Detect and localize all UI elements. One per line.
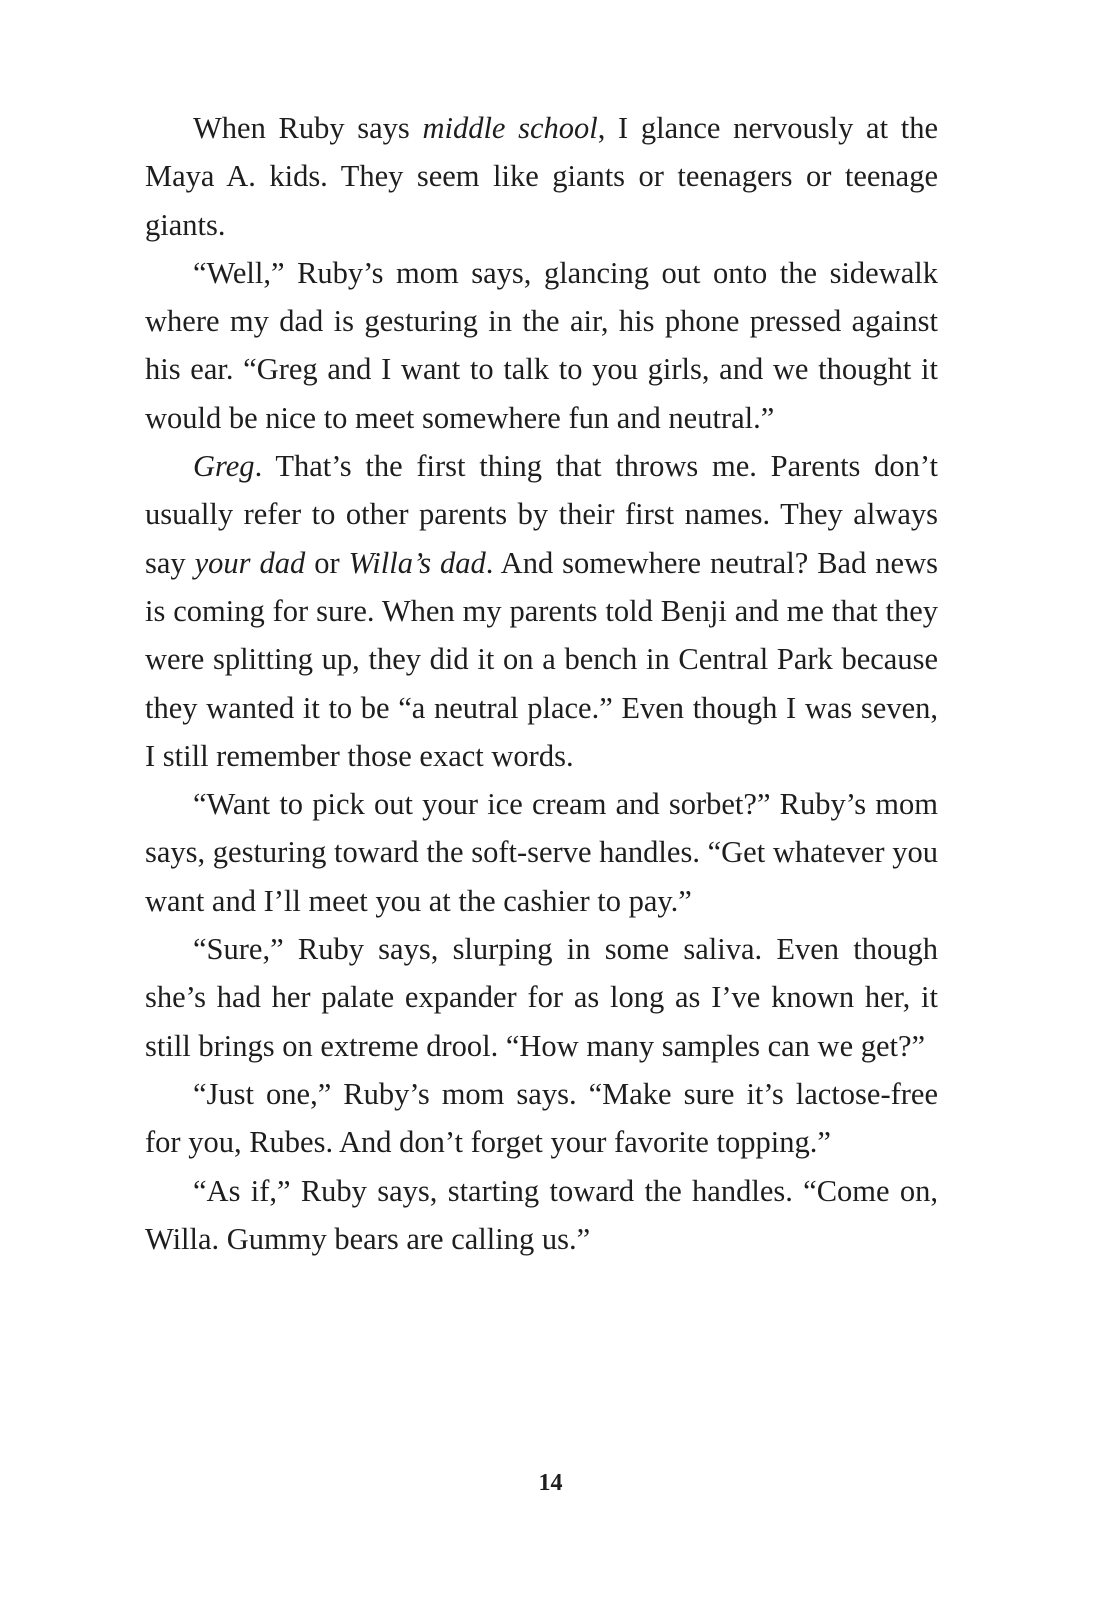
page-body <box>145 104 938 1263</box>
italic-run: middle school <box>422 111 598 145</box>
text-run: “Want to pick out your ice cream and sorbet?” Ruby’s mom says, gesturing toward the soft-serve handles. “Get whatever you want and I’ll meet you at the cashier to pay.” <box>145 787 938 918</box>
paragraph <box>145 249 938 442</box>
text-run: When Ruby says <box>193 111 423 145</box>
paragraph <box>145 104 938 249</box>
text-run: “Just one,” Ruby’s mom says. “Make sure it’s lactose-free for you, Rubes. And don’t forget your favorite topping.” <box>145 1076 938 1160</box>
italic-run: Greg <box>193 449 255 484</box>
paragraph <box>145 1070 938 1167</box>
paragraph <box>145 780 938 925</box>
page-number: 14 <box>538 1470 563 1496</box>
text-run: “Well,” Ruby’s mom says, glancing out onto the sidewalk where my dad is gesturing in the air, his phone pressed against his ear. “Greg and I want to talk to you girls, and we thought it would be nice to meet somewhere fun and neutral.” <box>145 255 938 435</box>
text-run: or <box>305 545 349 580</box>
text-run: “As if,” Ruby says, starting toward the handles. “Come on, Willa. Gummy bears are calling us.” <box>145 1173 938 1256</box>
paragraph <box>145 1167 938 1264</box>
text-run: , I glance nervously at the Maya A. kids. They seem like giants or teenagers or teenage giants. <box>145 111 938 242</box>
paragraph <box>145 925 938 1070</box>
italic-run: Willa’s dad <box>348 545 486 580</box>
text-run: . And somewhere neutral? Bad news is coming for sure. When my parents told Benji and me that they were splitting up, they did it on a bench in Central Park because they wanted it to be “a neutral place.” Even though I was seven, I still remember those exact words. <box>145 545 938 773</box>
italic-run: your dad <box>194 545 306 580</box>
paragraph <box>145 442 938 780</box>
text-run: “Sure,” Ruby says, slurping in some saliva. Even though she’s had her palate expander for as long as I’ve known her, it still brings on extreme drool. “How many samples can we get?” <box>145 932 938 1063</box>
text-run: . That’s the first thing that throws me. Parents don’t usually refer to other parents by their first names. They always say <box>145 449 938 580</box>
